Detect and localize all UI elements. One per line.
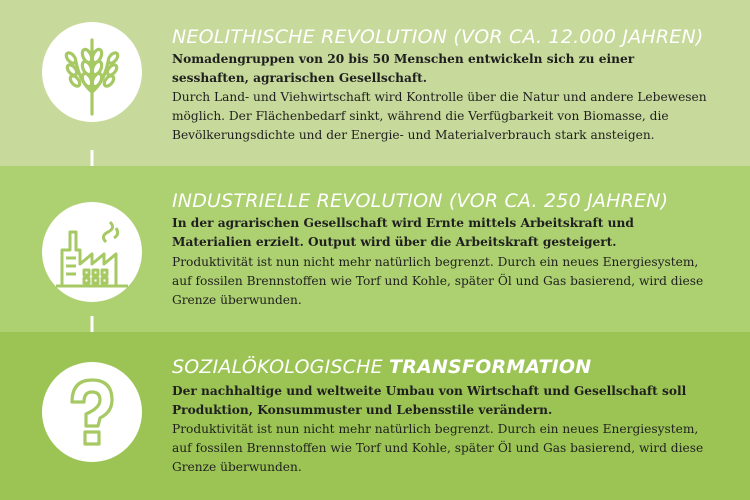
factory-icon <box>42 202 142 302</box>
section-1-lead: Nomadengruppen von 20 bis 50 Menschen entwickeln sich zu einer sesshaften, agrarischen Gesellschaft. <box>172 52 635 85</box>
section-3-heading-strong: TRANSFORMATION <box>389 356 592 378</box>
wheat-icon <box>42 22 142 122</box>
section-3-lead: Der nachhaltige und weltweite Umbau von Wirtschaft und Gesellschaft soll Produktion, Konsummuster und Lebensstile verändern. <box>172 384 687 417</box>
section-1-heading: NEOLITHISCHE REVOLUTION (VOR CA. 12.000 JAHREN) <box>172 26 704 48</box>
section-3-heading <box>172 356 591 378</box>
section-3-heading-light: SOZIALÖKOLOGISCHE <box>172 356 390 378</box>
section-1-text: Durch Land- und Viehwirtschaft wird Kontrolle über die Natur und andere Lebewesen möglich. Der Flächenbedarf sinkt, während die Verfügbarkeit von Biomasse, die Bevölkerungsdichte und der Energie- und Materialverbrauch stark ansteigen. <box>172 90 707 142</box>
question-mark-icon <box>42 362 142 462</box>
section-2-text: Produktivität ist nun nicht mehr natürlich begrenzt. Durch ein neues Energiesystem, auf fossilen Brennstoffen wie Torf und Kohle, später Öl und Gas basierend, wird diese Grenze überwunden. <box>172 255 704 307</box>
section-2-lead: In der agrarischen Gesellschaft wird Ernte mittels Arbeitskraft und Materialien erzielt. Output wird über die Arbeitskraft gesteigert. <box>172 216 634 249</box>
section-2-heading: INDUSTRIELLE REVOLUTION (VOR CA. 250 JAHREN) <box>172 190 669 212</box>
section-3-text: Produktivität ist nun nicht mehr natürlich begrenzt. Durch ein neues Energiesystem, auf fossilen Brennstoffen wie Torf und Kohle, später Öl und Gas basierend, wird diese Grenze überwunden. <box>172 422 704 474</box>
